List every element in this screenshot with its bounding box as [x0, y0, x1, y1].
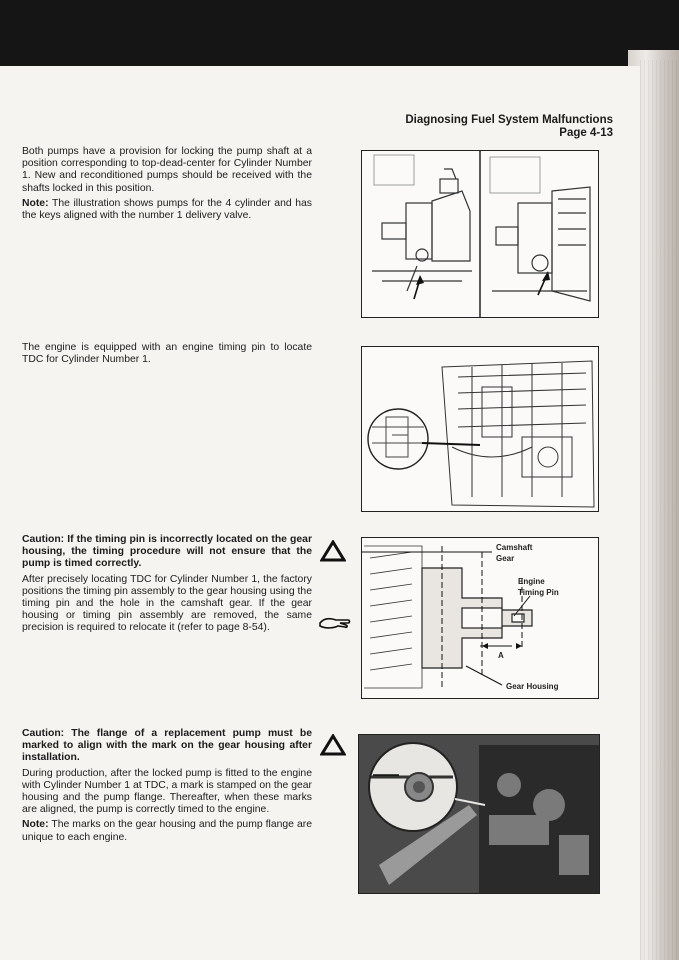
- label-engine: Engine: [518, 577, 545, 586]
- label-gear: Gear: [496, 554, 515, 563]
- pumps-illustration: [362, 151, 598, 317]
- pump-flange-photo: [359, 735, 599, 893]
- figure-engine-timing: [361, 346, 599, 512]
- figure-pump-flange-photo: [358, 734, 600, 894]
- label-camshaft: Camshaft: [496, 543, 533, 552]
- note-label: Note:: [22, 819, 49, 831]
- section3-text: [22, 534, 312, 635]
- note-text: The illustration shows pumps for the 4 cylinder and has the keys aligned with the number 1 delivery valve.: [22, 197, 312, 222]
- warning-triangle-icon: [320, 540, 346, 562]
- label-a: A: [498, 651, 504, 660]
- note-label: Note:: [22, 197, 49, 209]
- label-timing-pin: Timing Pin: [518, 588, 559, 597]
- section1-note: [22, 198, 312, 222]
- section1-paragraph: Both pumps have a provision for locking the pump shaft at a position corresponding to top-dead-center for Cylinder Number 1. New and reconditioned pumps should be received with the shafts locked in this position.: [22, 146, 312, 194]
- page-header: [405, 114, 613, 140]
- section2-paragraph: The engine is equipped with an engine timing pin to locate TDC for Cylinder Number 1.: [22, 342, 312, 366]
- header-title: Diagnosing Fuel System Malfunctions: [405, 114, 613, 126]
- engine-illustration: [362, 347, 598, 511]
- section1-text: [22, 146, 312, 222]
- hand-pointer-icon: [318, 614, 352, 632]
- label-gear-housing: Gear Housing: [506, 682, 559, 691]
- timing-pin-diagram: [362, 538, 598, 698]
- section4-note: [22, 819, 312, 843]
- note-text: The marks on the gear housing and the pump flange are unique to each engine.: [22, 819, 312, 843]
- section2-text: [22, 342, 312, 366]
- section4-caution: Caution: The flange of a replacement pump must be marked to align with the mark on the gear housing after installation.: [22, 728, 312, 764]
- section3-caution: Caution: If the timing pin is incorrectly located on the gear housing, the timing procedure will not ensure that the pump is timed correctly.: [22, 534, 312, 570]
- figure-pumps: [361, 150, 599, 318]
- section3-paragraph: After precisely locating TDC for Cylinder Number 1, the factory positions the timing pin assembly to the gear housing using the timing pin and the hole in the camshaft gear. If the gear housing or timing pin assembly are removed, the same precision is required to relocate it (refer to page 8-54).: [22, 573, 312, 634]
- header-page-number: Page 4-13: [559, 127, 613, 139]
- page-edge-lines: [640, 60, 679, 960]
- section4-text: [22, 728, 312, 844]
- warning-triangle-icon: [320, 734, 346, 756]
- figure-timing-pin: [361, 537, 599, 699]
- section4-paragraph: During production, after the locked pump is fitted to the engine with Cylinder Number 1 at TDC, a mark is stamped on the gear housing and the pump flange. Thereafter, when these marks are aligned, the pump is correctly timed to the engine.: [22, 767, 312, 816]
